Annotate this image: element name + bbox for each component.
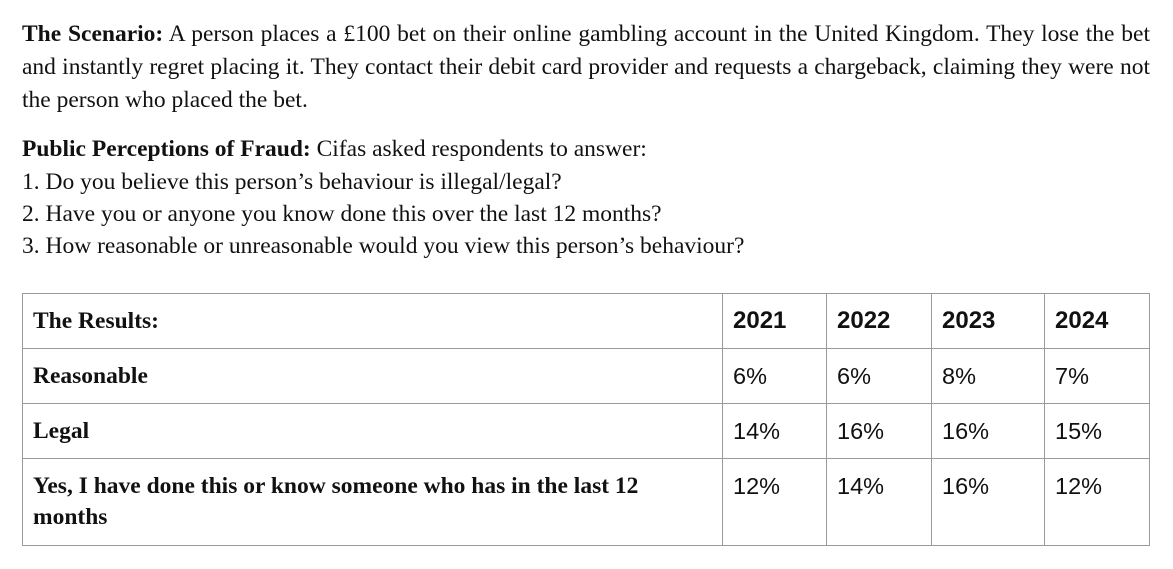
table-cell: 16% [932, 459, 1045, 546]
table-cell: 7% [1045, 349, 1150, 404]
table-cell: 6% [827, 349, 932, 404]
table-cell: 15% [1045, 404, 1150, 459]
table-cell: 14% [723, 404, 827, 459]
row-label: Legal [23, 404, 723, 459]
table-row [23, 459, 1150, 546]
scenario-paragraph [22, 18, 1150, 117]
question-item: 1. Do you believe this person’s behaviour is illegal/legal? [22, 169, 562, 195]
table-cell: 6% [723, 349, 827, 404]
results-header-label: The Results: [23, 294, 723, 349]
table-cell: 8% [932, 349, 1045, 404]
year-header: 2022 [827, 294, 932, 349]
table-header-row [23, 294, 1150, 349]
scenario-text: A person places a £100 bet on their online gambling account in the United Kingdom. They lose the bet and instantly regret placing it. They contact their debit card provider and requests a chargeback, claiming they were not the person who placed the bet. [22, 21, 1150, 113]
year-header: 2023 [932, 294, 1045, 349]
table-cell: 12% [723, 459, 827, 546]
perceptions-paragraph [22, 133, 1150, 166]
results-table [22, 293, 1150, 546]
table-row [23, 404, 1150, 459]
scenario-heading: The Scenario: [22, 21, 164, 47]
table-cell: 12% [1045, 459, 1150, 546]
table-row [23, 349, 1150, 404]
table-cell: 16% [932, 404, 1045, 459]
question-item: 3. How reasonable or unreasonable would you view this person’s behaviour? [22, 233, 745, 259]
year-header: 2021 [723, 294, 827, 349]
year-header: 2024 [1045, 294, 1150, 349]
question-list [22, 166, 1150, 262]
question-item: 2. Have you or anyone you know done this over the last 12 months? [22, 201, 662, 227]
row-label: Reasonable [23, 349, 723, 404]
perceptions-heading: Public Perceptions of Fraud: [22, 136, 311, 162]
table-cell: 16% [827, 404, 932, 459]
document-body [22, 18, 1150, 262]
perceptions-intro: Cifas asked respondents to answer: [310, 136, 647, 162]
row-label: Yes, I have done this or know someone who has in the last 12 months [23, 459, 723, 546]
table-cell: 14% [827, 459, 932, 546]
